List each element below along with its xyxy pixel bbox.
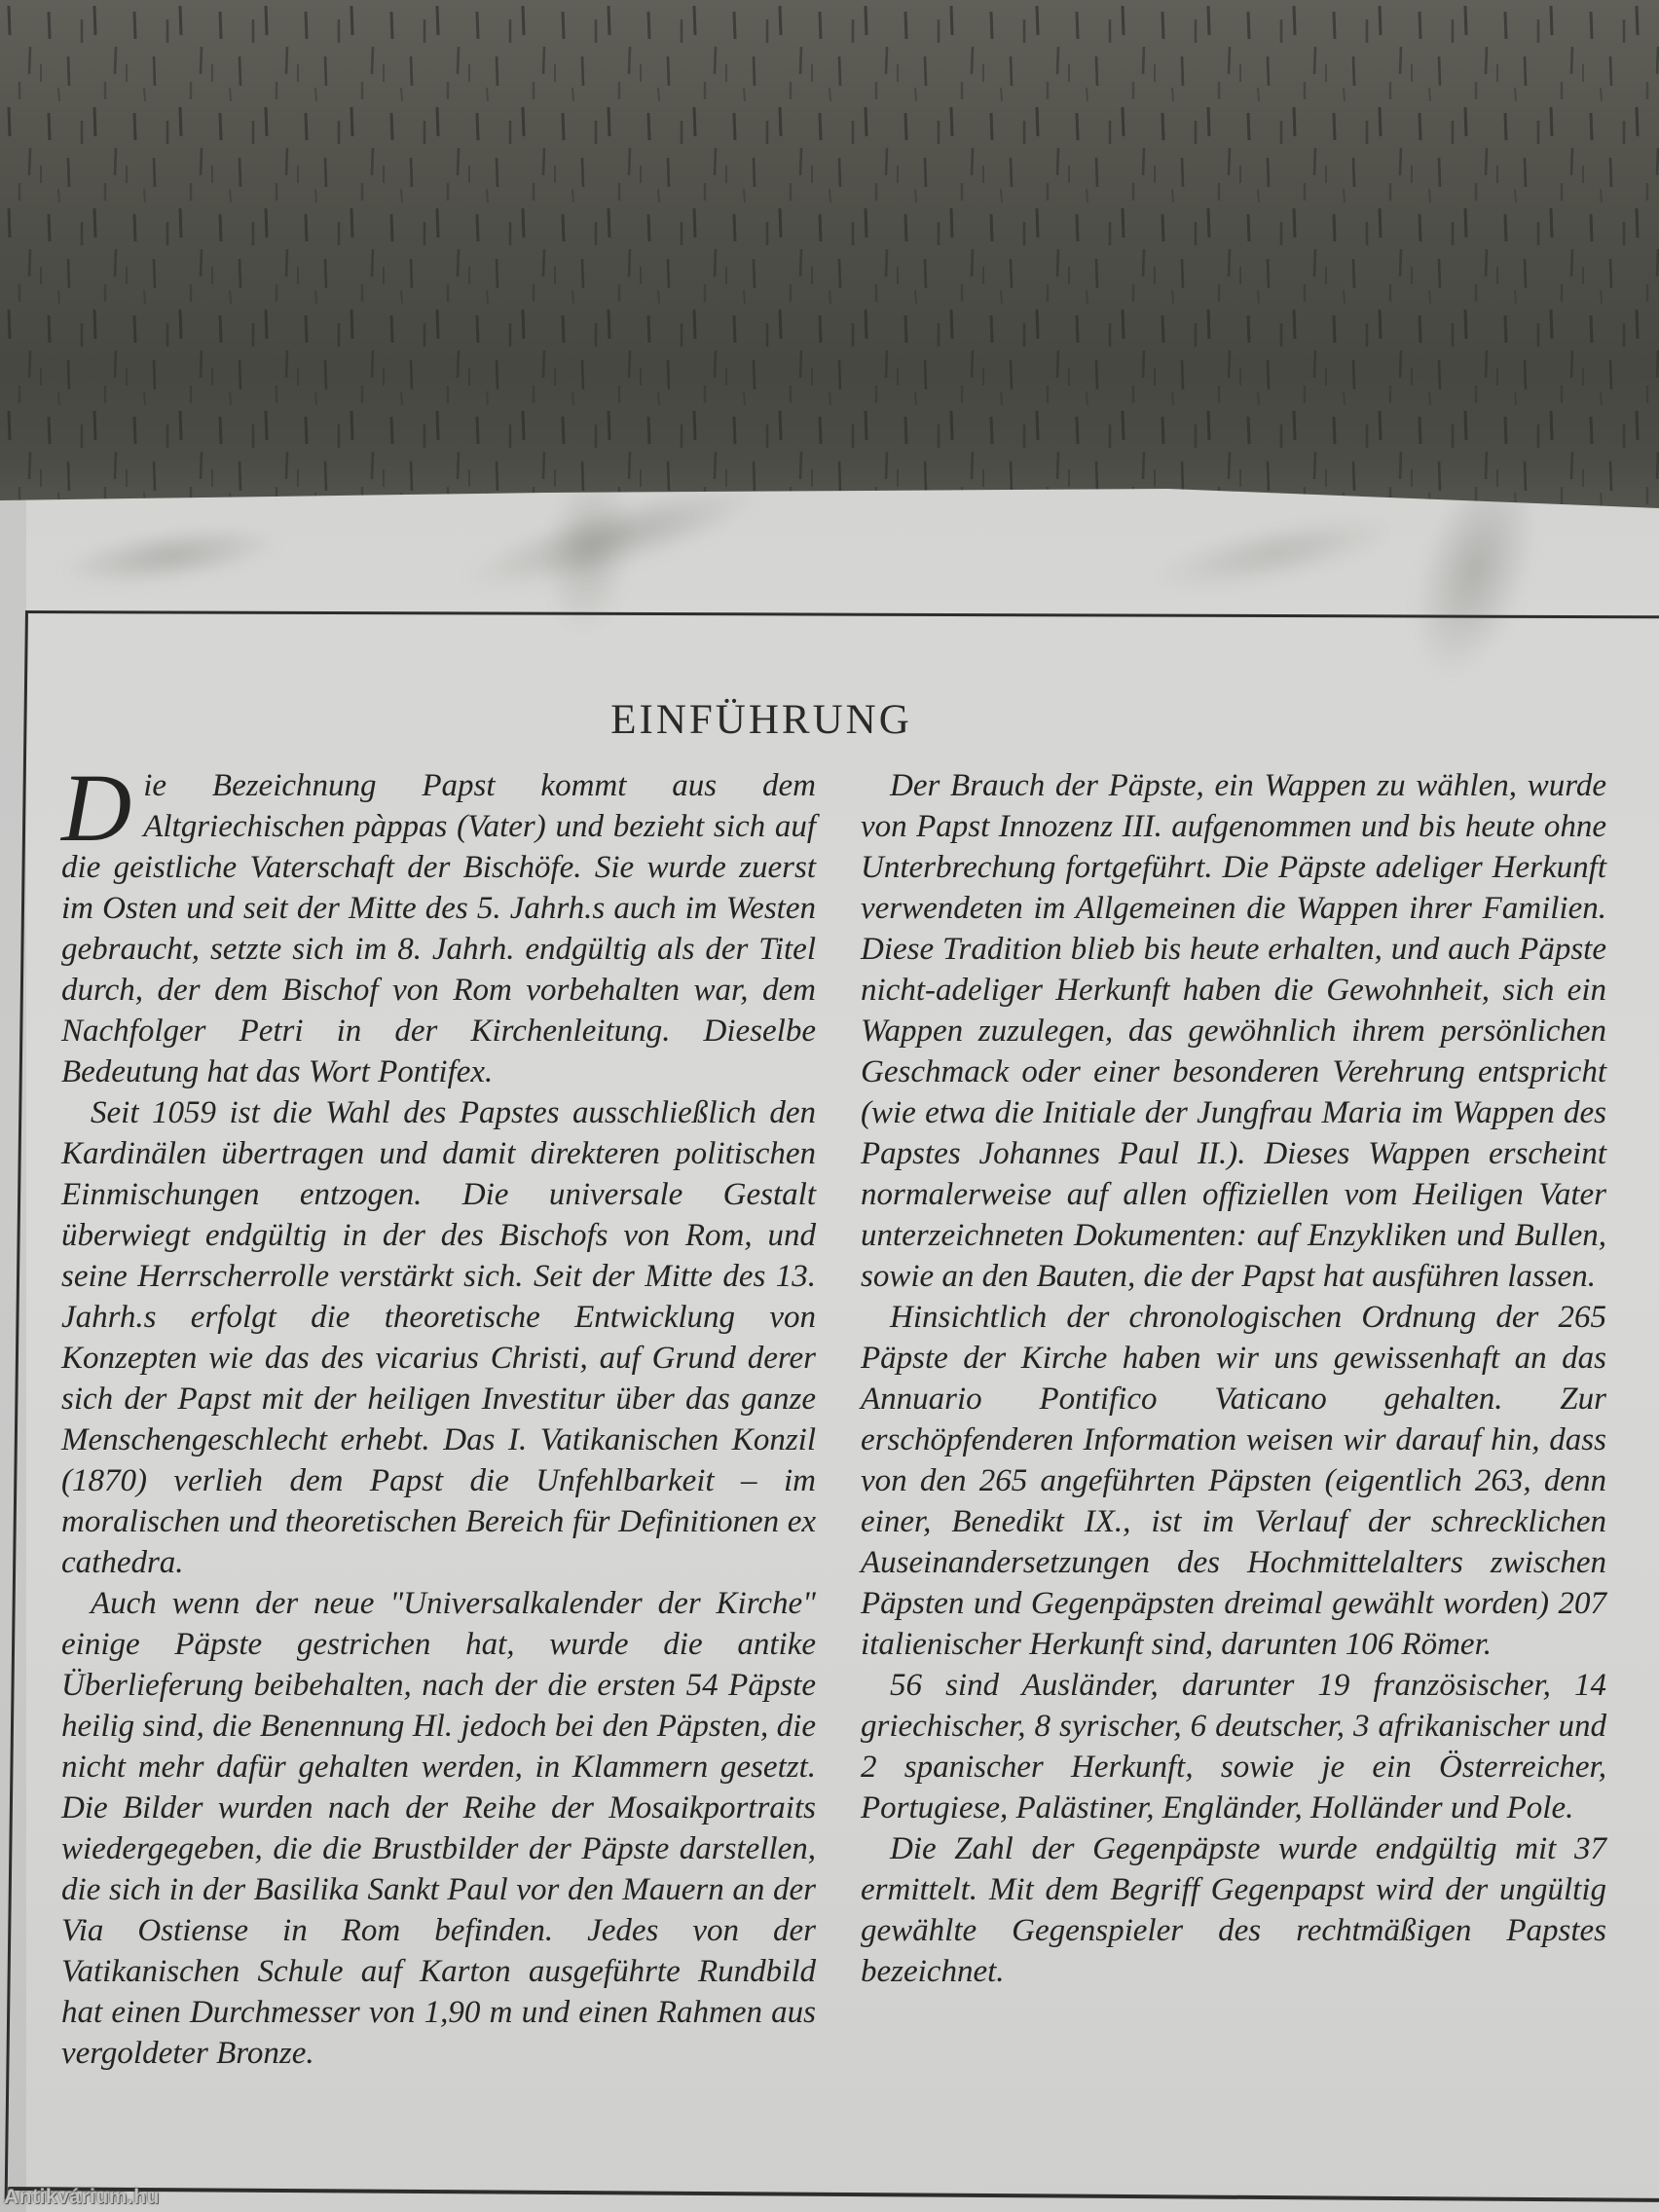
drop-cap: D	[61, 754, 132, 862]
paragraph: Hinsichtlich der chronologischen Ordnung der 265 Päpste der Kirche haben wir uns gewissenhaft an das Annuario Pontifico Vaticano gehalten. Zur erschöpfenderen Information weisen wir darauf hin, dass von den 265 angeführten Päpsten (eigentlich 263, denn einer, Benedikt IX., ist im Verlauf der schrecklichen Auseinandersetzungen des Hochmittelalters zwischen Päpsten und Gegenpäpsten dreimal gewählt worden) 207 italienischer Herkunft sind, darunten 106 Römer.	[861, 1300, 1606, 1662]
lead-paragraph	[61, 754, 816, 1092]
paragraph: 56 sind Ausländer, darunter 19 französischer, 14 griechischer, 8 syrischer, 6 deutscher, 3 afrikanischer und 2 spanischer Herkunft, sowie je ein Österreicher, Portugiese, Palästiner, Engländer, Holländer und Pole.	[861, 1668, 1606, 1825]
fabric-dash-texture	[0, 0, 1659, 510]
paragraph: Der Brauch der Päpste, ein Wappen zu wählen, wurde von Papst Innozenz III. aufgenommen und bis heute ohne Unterbrechung fortgeführt. Die Päpste adeliger Herkunft verwendeten im Allgemeinen die Wappen ihrer Familien. Diese Tradition blieb bis heute erhalten, und auch Päpste nicht-adeliger Herkunft haben die Gewohnheit, sich ein Wappen zuzulegen, das gewöhnlich ihrem persönlichen Geschmack oder einer besonderen Verehrung entspricht (wie etwa die Initiale der Jungfrau Maria im Wappen des Papstes Johannes Paul II.). Dieses Wappen erscheint normalerweise auf allen offiziellen vom Heiligen Vater unterzeichneten Dokumenten: auf Enzykliken und Bullen, sowie an den Bauten, die der Papst hat ausführen lassen.	[861, 768, 1606, 1294]
paragraph: Die Zahl der Gegenpäpste wurde endgültig mit 37 ermittelt. Mit dem Begriff Gegenpapst wird der ungültig gewählte Gegenspieler des rechtmäßigen Papstes bezeichnet.	[861, 1831, 1606, 1989]
paragraph: Auch wenn der neue "Universalkalender der Kirche" einige Päpste gestrichen hat, wurde die antike Überlieferung beibehalten, nach der die ersten 54 Päpste heilig sind, die Benennung Hl. jedoch bei den Päpsten, die nicht mehr dafür gehalten werden, in Klammern gesetzt. Die Bilder wurden nach der Reihe der Mosaikportraits wiedergegeben, die die Brustbilder der Päpste darstellen, die sich in der Basilika Sankt Paul vor den Mauern an der Via Ostiense in Rom befinden. Jedes von der Vatikanischen Schule auf Karton ausgeführte Rundbild hat einen Durchmesser von 1,90 m und einen Rahmen aus vergoldeter Bronze.	[61, 1586, 816, 2071]
lead-paragraph-text: ie Bezeichnung Papst kommt aus dem Altgriechischen pàppas (Vater) und bezieht sich auf die geistliche Vaterschaft der Bischöfe. Sie wurde zuerst im Osten und seit der Mitte des 5. Jahrh.s auch im Westen gebraucht, setzte sich im 8. Jahrh. endgültig als der Titel durch, der dem Bischof von Rom vorbehalten war, dem Nachfolger Petri in der Kirchenleitung. Dieselbe Bedeutung hat das Wort Pontifex.	[61, 768, 816, 1089]
text-column-right	[861, 765, 1606, 1992]
text-column-left	[61, 754, 816, 2074]
book-cover-fabric	[0, 0, 1659, 510]
page-left-edge-shading	[0, 428, 26, 2212]
watermark: Antikvárium.hu	[4, 2186, 160, 2208]
paragraph: Seit 1059 ist die Wahl des Papstes ausschließlich den Kardinälen übertragen und damit direkteren politischen Einmischungen entzogen. Die universale Gestalt überwiegt endgültig in der des Bischofs von Rom, und seine Herrscherrolle verstärkt sich. Seit der Mitte des 13. Jahrh.s erfolgt die theoretische Entwicklung von Konzepten wie das des vicarius Christi, auf Grund derer sich der Papst mit der heiligen Investitur über das ganze Menschengeschlecht erhebt. Das I. Vatikanischen Konzil (1870) verlieh dem Papst die Unfehlbarkeit – im moralischen und theoretischen Bereich für Definitionen ex cathedra.	[61, 1095, 816, 1580]
page-title: EINFÜHRUNG	[610, 696, 912, 743]
